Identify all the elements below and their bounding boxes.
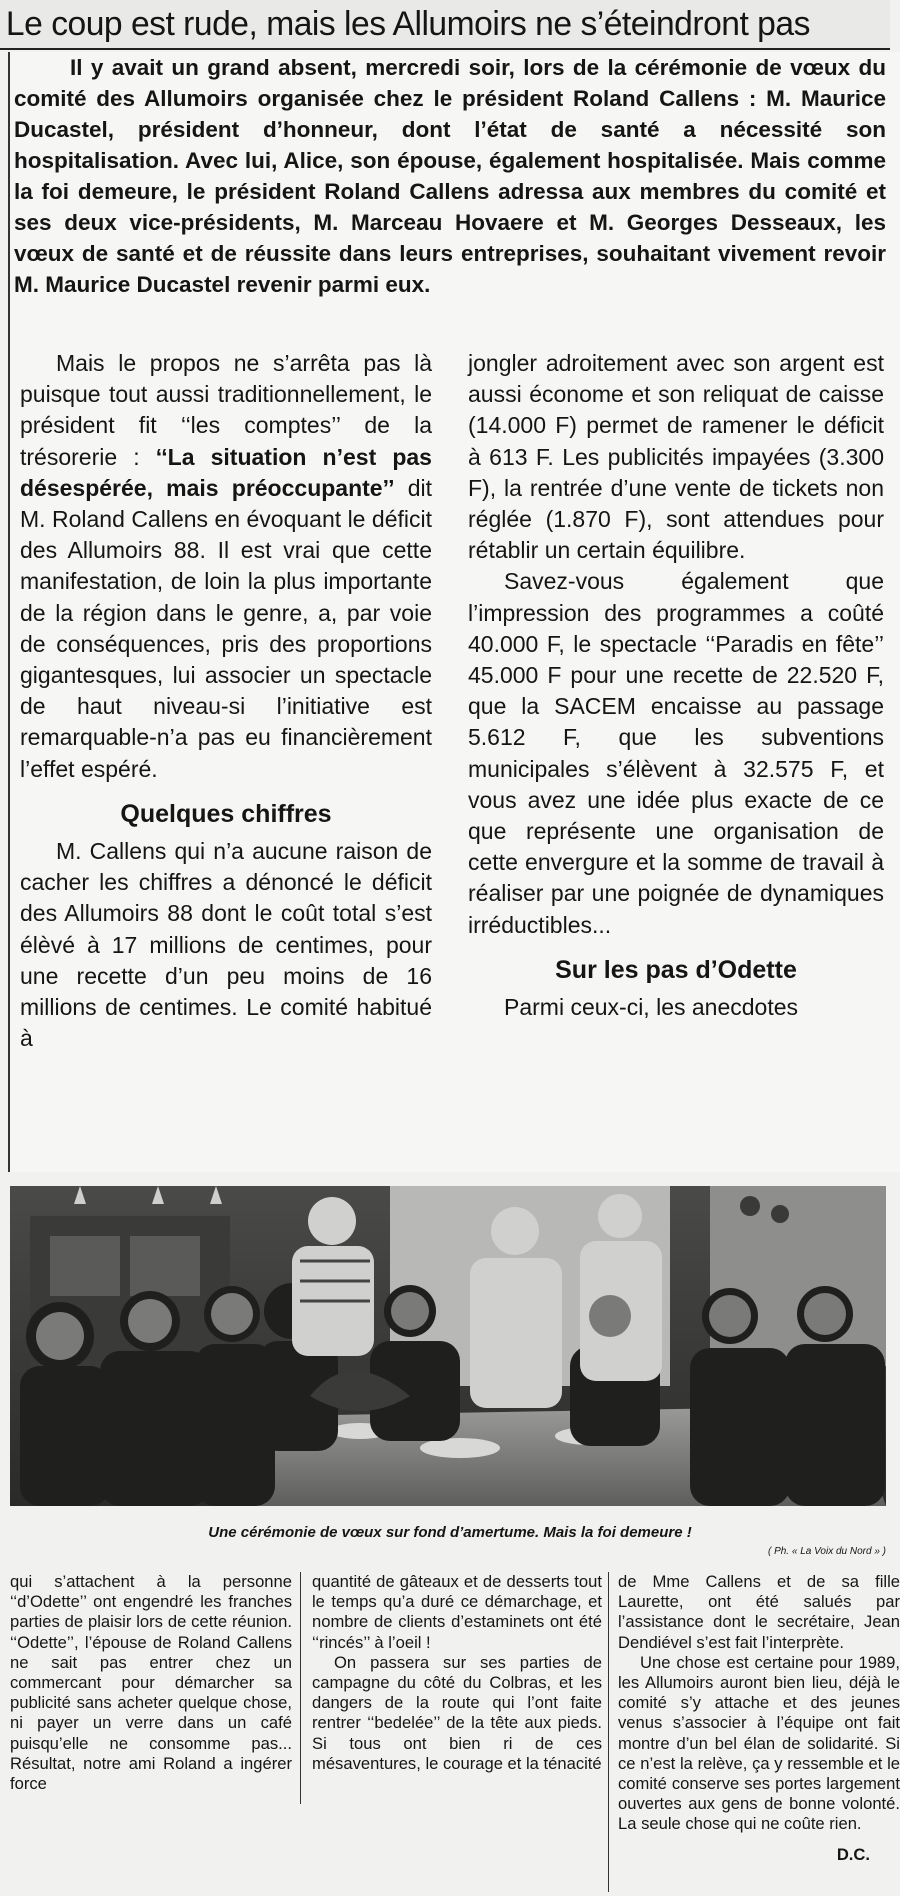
paragraph-cakes: quantité de gâteaux et de desserts tout le temps qu’a duré ce démarchage, et nombre de clients d’estaminets ont été ‘‘rincés’’ à l’oeil ! xyxy=(312,1572,602,1652)
paragraph-text: dit M. Roland Callens en évoquant le déficit des Allumoirs 88. Il est vrai que cette manifestation, de loin la plus importante de la région dans le genre, a, par voie de conséquences, pris des proportions gigantesques, lui associer un spectacle de haut niveau-si l’initiative est remarquable-n’a pas eu financièrement l’effet espéré. xyxy=(20,474,432,782)
paragraph-odette: qui s’attachent à la personne ‘‘d’Odette’’ ont engendré les franches parties de plaisir lors de cette réunion. ‘‘Odette’’, l’épouse de Roland Callens ne sait pas entrer chez un commercant pour démarcher sa publicité sans acheter quelque chose, ni payer un verre dans un café puisqu’elle ne consomme pas... Résultat, notre ami Roland a ingérer force xyxy=(10,1572,292,1794)
column-divider xyxy=(300,1572,301,1804)
subheading-odette: Sur les pas d’Odette xyxy=(555,955,797,984)
photo-credit: ( Ph. « La Voix du Nord » ) xyxy=(767,1546,886,1557)
paragraph-thanks: de Mme Callens et de sa fille Laurette, ont été salués par l’assistance dont le secrétaire, Jean Dendiével s’est fait l’interprète. xyxy=(618,1572,900,1652)
paragraph-anecdotes-start: Parmi ceux-ci, les anecdotes xyxy=(504,994,799,1021)
paragraph-future: Une chose est certaine pour 1989, les Allumoirs auront bien lieu, déjà le comité s’y attache et des jeunes venus s’associer à l’équipe ont fait montre d’un bel élan de solidarité. Si ce n’est la relève, ça y ressemble et le comité conserve ses portes largement ouvertes aux gens de bonne volonté. La seule chose qui ne coûte rien. xyxy=(618,1652,900,1834)
paragraph-campaign: On passera sur ses parties de campagne du côté du Colbras, et les dangers de la route qui l’ont faite rentrer ‘‘bedelée’’ de la tête aux pieds. Si tous ont bien ri de ces mésaventures, le courage et la ténacité xyxy=(312,1652,602,1773)
article-lead: Il y avait un grand absent, mercredi soir, lors de la cérémonie de vœux du comité des Allumoirs organisée chez le président Roland Callens : M. Maurice Ducastel, président d’honneur, dont l’état de santé a nécessité son hospitalisation. Avec lui, Alice, son épouse, également hospitalisée. Mais comme la foi demeure, le président Roland Callens adressa aux membres du comité et ses deux vice-présidents, M. Marceau Hovaere et M. Georges Desseaux, les vœux de santé et de réussite dans leurs entreprises, souhaitant vivement revoir M. Maurice Ducastel revenir parmi eux. xyxy=(14,55,886,297)
lower-column-1 xyxy=(10,1572,292,1794)
paragraph-figures: M. Callens qui n’a aucune raison de cacher les chiffres a dénoncé le déficit des Allumoirs 88 dont le coût total s’est élèvé à 17 millions de centimes, pour une recette d’un peu moins de 16 millions de centimes. Le comité habitué à xyxy=(20,838,432,1052)
paragraph-treasury xyxy=(20,348,432,785)
paragraph-text: Mais le propos ne s’arrêta pas là puisque tout aussi traditionnellement, le président fit ‘‘les comptes’’ de la trésorerie : xyxy=(20,350,432,470)
headline: Le coup est rude, mais les Allumoirs ne s’éteindront pas xyxy=(0,0,890,50)
lower-column-3 xyxy=(618,1572,900,1865)
paragraph-balance: jongler adroitement avec son argent est aussi économe et son reliquat de caisse (14.000 F) permet de ramener le déficit à 613 F. Les publicités impayées (3.300 F), la rentrée d’une vente de tickets non réglée (1.870 F), sont attendues pour rétablir un certain équilibre. xyxy=(468,350,884,564)
photo-caption: Une cérémonie de vœux sur fond d’amertume. Mais la foi demeure ! xyxy=(208,1524,692,1541)
subheading-quelques-chiffres: Quelques chiffres xyxy=(120,799,332,828)
paragraph-costs: Savez-vous également que l’impression des programmes a coûté 40.000 F, le spectacle ‘‘Paradis en fête’’ 45.000 F pour une recette de 22.520 F, que la SACEM encaisse au passage 5.612 F, que les subventions municipales s’élèvent à 32.575 F, et vous avez une idée plus exacte de ce que représente une organisation de cette envergure et la somme de travail à réaliser par une poignée de dynamiques irréductibles... xyxy=(468,568,884,938)
column-divider xyxy=(608,1572,609,1892)
photo-frame xyxy=(0,1180,900,1516)
article-column-1 xyxy=(20,348,432,1054)
group-photo xyxy=(10,1186,886,1506)
author-signature: D.C. xyxy=(836,1844,870,1864)
lower-column-2 xyxy=(312,1572,602,1774)
quote-text: ‘‘La situation n’est pas désespérée, mais préoccupante’’ xyxy=(20,443,432,501)
article-column-2 xyxy=(468,348,884,1023)
